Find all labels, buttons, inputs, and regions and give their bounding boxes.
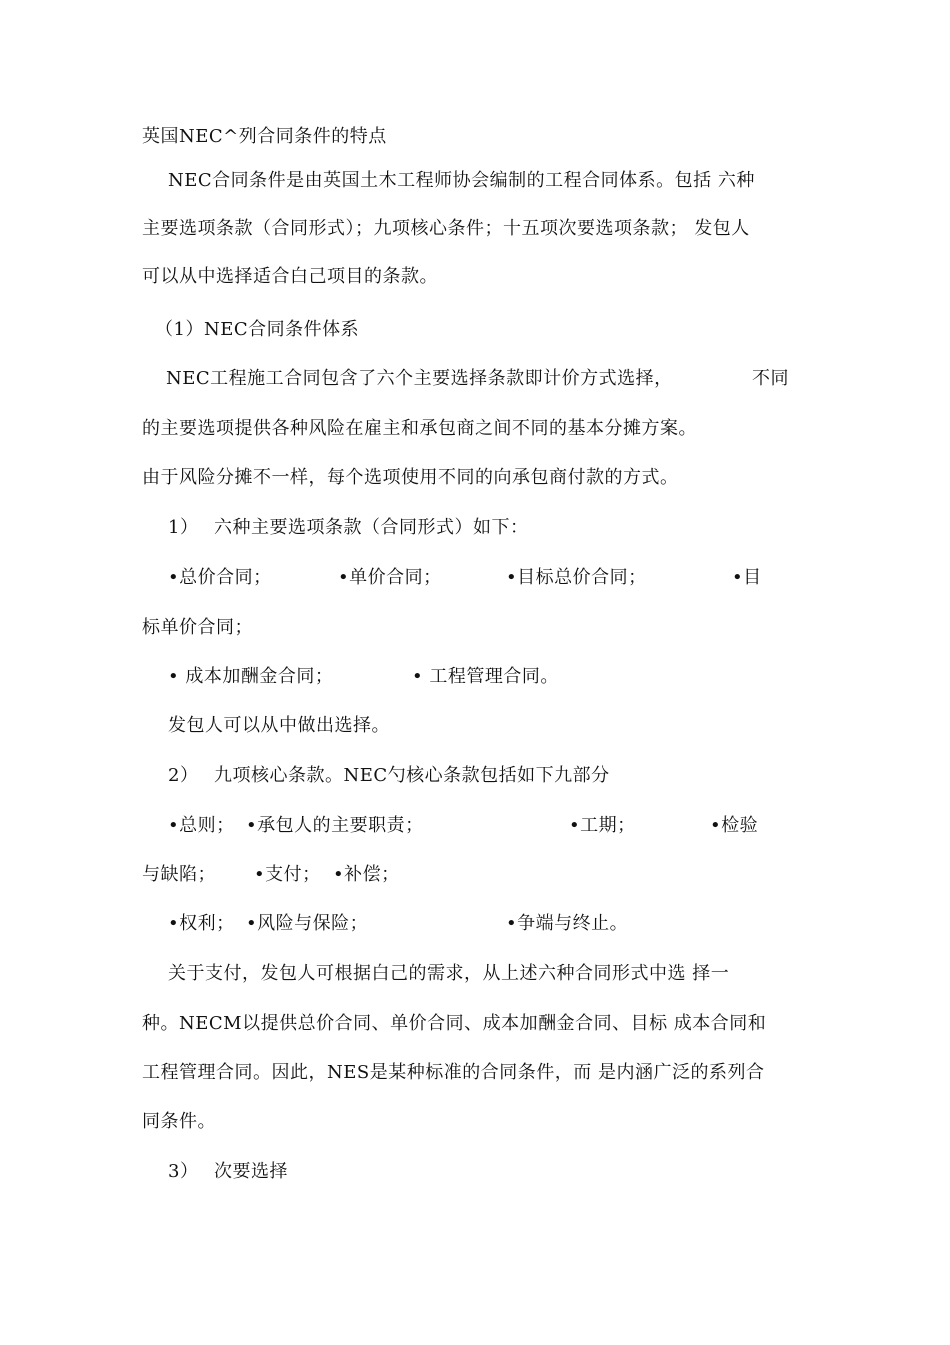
intro-line-3: 可以从中选择适合白己项目的条款。 [142,266,438,287]
list-item: •总价合同； [168,567,272,588]
item-2-number: 2） [168,765,199,786]
list-item: •目标总价合同； [506,567,647,588]
item-3-text: 次要选择 [214,1161,288,1182]
section1-para-line-1-end: 不同 [752,368,789,389]
payment-para-line-2: 种。NECM以提供总价合同、单价合同、成本加酬金合同、目标 成本合同和 [142,1013,767,1034]
list-item: •争端与终止。 [506,913,629,934]
section1-para-line-1-main: NEC工程施工合同包含了六个主要选择条款即计价方式选择， [166,368,673,389]
list-item: •补偿； [333,864,400,885]
choose-note: 发包人可以从中做出选择。 [168,715,390,736]
list-item: •检验 [710,815,759,836]
list-item: •工期； [569,815,636,836]
list-item: •目 [732,567,762,588]
item-2-text: 九项核心条款。NEC勺核心条款包括如下九部分 [214,765,610,786]
list-item: •支付； [254,864,321,885]
payment-para-line-1: 关于支付，发包人可根据白己的需求，从上述六种合同形式中选 择一 [168,963,730,984]
intro-line-1: NEC合同条件是由英国土木工程师协会编制的工程合同体系。包括 六种 [168,170,755,191]
payment-para-line-3: 工程管理合同。因此，NES是某种标准的合同条件，而 是内涵广泛的系列合 [142,1062,765,1083]
list-item: • 成本加酬金合同； [168,666,334,687]
intro-line-2: 主要选项条款（合同形式）；九项核心条件；十五项次要选项条款； 发包人 [142,218,750,239]
section1-para-line-2: 的主要选项提供各种风险在雇主和承包商之间不同的基本分摊方案。 [142,418,697,439]
document-title: 英国NEC^列合同条件的特点 [142,126,387,147]
list-item: •风险与保险； [246,913,369,934]
contract-forms-row-1-continued: 标单价合同； [142,617,253,638]
item-1-text: 六种主要选项条款（合同形式）如下： [214,517,529,538]
section1-heading: （1）NEC合同条件体系 [155,319,360,340]
list-item: •总则； [168,815,235,836]
section1-para-line-3: 由于风险分摊不一样，每个选项使用不同的向承包商付款的方式。 [142,467,679,488]
item-3-number: 3） [168,1161,199,1182]
list-item: •权利； [168,913,235,934]
list-item: 与缺陷； [142,864,216,885]
list-item: •承包人的主要职责； [246,815,424,836]
item-1-number: 1） [168,517,199,538]
payment-para-line-4: 同条件。 [142,1111,216,1132]
list-item: •单价合同； [338,567,442,588]
list-item: • 工程管理合同。 [412,666,559,687]
